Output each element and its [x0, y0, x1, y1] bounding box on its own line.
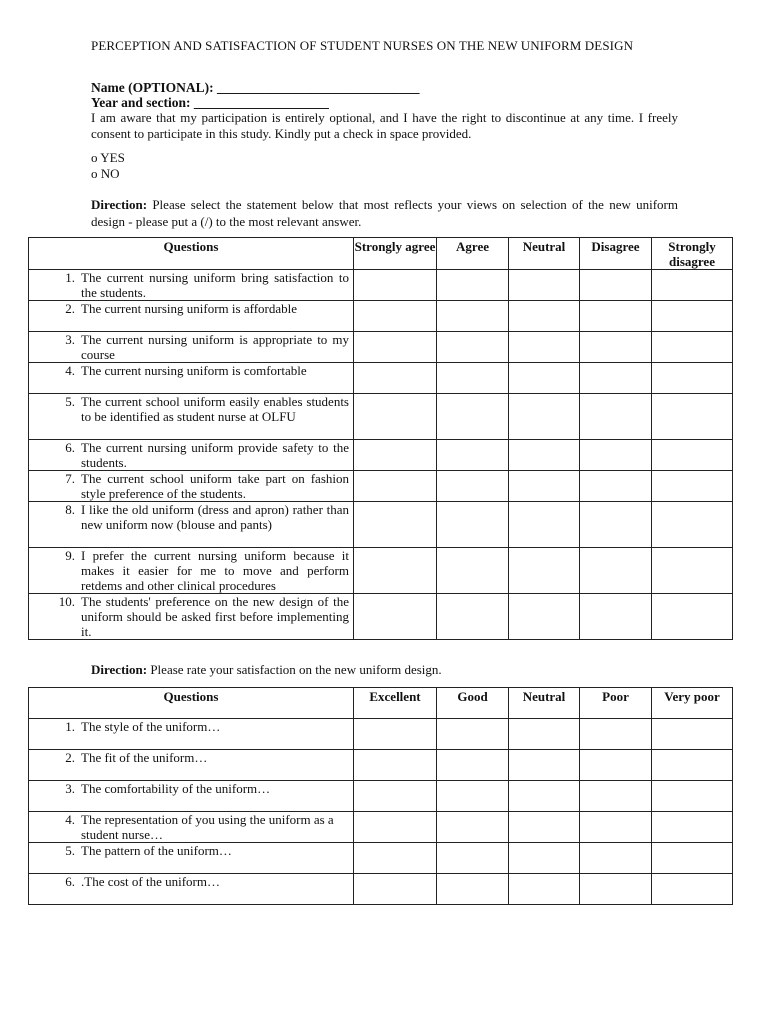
- answer-cell-excellent[interactable]: [354, 843, 437, 874]
- answer-cell-strongly-agree[interactable]: [354, 270, 437, 301]
- answer-cell-excellent[interactable]: [354, 812, 437, 843]
- answer-cell-agree[interactable]: [437, 471, 509, 502]
- header-strongly-disagree: Strongly disagree: [652, 238, 733, 270]
- header-disagree: Disagree: [580, 238, 652, 270]
- answer-cell-good[interactable]: [437, 843, 509, 874]
- answer-cell-very-poor[interactable]: [652, 750, 733, 781]
- answer-cell-neutral[interactable]: [509, 502, 580, 548]
- answer-cell-good[interactable]: [437, 750, 509, 781]
- name-field-line[interactable]: Name (OPTIONAL): ______________________________: [91, 80, 420, 95]
- answer-cell-poor[interactable]: [580, 843, 652, 874]
- question-cell: [29, 332, 354, 363]
- answer-cell-disagree[interactable]: [580, 502, 652, 548]
- table-row: [29, 471, 733, 502]
- header-excellent: Excellent: [354, 688, 437, 719]
- answer-cell-strongly-agree[interactable]: [354, 363, 437, 394]
- header-neutral: Neutral: [509, 238, 580, 270]
- year-section-field-line[interactable]: Year and section: ____________________: [91, 95, 329, 110]
- answer-cell-neutral[interactable]: [509, 270, 580, 301]
- answer-cell-poor[interactable]: [580, 781, 652, 812]
- question-text: The representation of you using the uniform as a student nurse…: [81, 812, 334, 842]
- answer-cell-neutral[interactable]: [509, 719, 580, 750]
- answer-cell-strongly-agree[interactable]: [354, 548, 437, 594]
- answer-cell-excellent[interactable]: [354, 874, 437, 905]
- question-number: 5.: [65, 843, 75, 858]
- answer-cell-strongly-disagree[interactable]: [652, 502, 733, 548]
- question-cell: [29, 843, 354, 874]
- answer-cell-agree[interactable]: [437, 270, 509, 301]
- answer-cell-good[interactable]: [437, 781, 509, 812]
- header-agree: Agree: [437, 238, 509, 270]
- question-number: 5.: [65, 394, 75, 409]
- table-row: [29, 270, 733, 301]
- answer-cell-strongly-agree[interactable]: [354, 471, 437, 502]
- question-text: The current nursing uniform bring satisfaction to the students.: [81, 270, 349, 300]
- header-questions: Questions: [29, 238, 354, 270]
- answer-cell-strongly-agree[interactable]: [354, 394, 437, 440]
- header-very-poor: Very poor: [652, 688, 733, 719]
- question-cell: [29, 874, 354, 905]
- answer-cell-excellent[interactable]: [354, 750, 437, 781]
- direction-2-text: Please rate your satisfaction on the new uniform design.: [147, 662, 442, 677]
- question-text: The current nursing uniform is comfortable: [81, 363, 307, 378]
- question-cell: [29, 502, 354, 548]
- question-cell: [29, 394, 354, 440]
- answer-cell-very-poor[interactable]: [652, 812, 733, 843]
- answer-cell-poor[interactable]: [580, 812, 652, 843]
- answer-cell-agree[interactable]: [437, 502, 509, 548]
- question-cell: [29, 812, 354, 843]
- answer-cell-agree[interactable]: [437, 394, 509, 440]
- question-number: 2.: [65, 750, 75, 765]
- answer-cell-strongly-disagree[interactable]: [652, 548, 733, 594]
- table-row: [29, 548, 733, 594]
- question-text: The current nursing uniform is affordable: [81, 301, 297, 316]
- question-cell: [29, 301, 354, 332]
- question-text: The students' preference on the new design of the uniform should be asked first before implementing it.: [81, 594, 349, 639]
- answer-cell-strongly-disagree[interactable]: [652, 594, 733, 640]
- answer-cell-neutral[interactable]: [509, 440, 580, 471]
- table-row: [29, 874, 733, 905]
- option-no[interactable]: o NO: [91, 166, 120, 181]
- table-row: [29, 440, 733, 471]
- answer-cell-strongly-disagree[interactable]: [652, 301, 733, 332]
- table-row: [29, 843, 733, 874]
- question-text: The current nursing uniform is appropriate to my course: [81, 332, 349, 362]
- question-number: 1.: [65, 719, 75, 734]
- question-number: 8.: [65, 502, 75, 517]
- direction-1-text: Please select the statement below that most reflects your views on selection of the new uniform design - please put a (/) to the most relevant answer.: [91, 197, 678, 229]
- direction-1-label: Direction:: [91, 197, 148, 212]
- table-row: [29, 594, 733, 640]
- answer-cell-strongly-agree[interactable]: [354, 502, 437, 548]
- answer-cell-disagree[interactable]: [580, 363, 652, 394]
- question-number: 3.: [65, 332, 75, 347]
- header-good: Good: [437, 688, 509, 719]
- question-number: 4.: [65, 812, 75, 827]
- answer-cell-poor[interactable]: [580, 874, 652, 905]
- answer-cell-neutral[interactable]: [509, 781, 580, 812]
- answer-cell-neutral[interactable]: [509, 812, 580, 843]
- answer-cell-agree[interactable]: [437, 548, 509, 594]
- answer-cell-strongly-disagree[interactable]: [652, 270, 733, 301]
- answer-cell-good[interactable]: [437, 812, 509, 843]
- question-cell: [29, 548, 354, 594]
- direction-2-label: Direction:: [91, 662, 148, 677]
- table-row: [29, 502, 733, 548]
- answer-cell-agree[interactable]: [437, 440, 509, 471]
- direction-2: [91, 661, 678, 678]
- answer-cell-neutral[interactable]: [509, 843, 580, 874]
- header-strongly-agree: Strongly agree: [354, 238, 437, 270]
- question-number: 6.: [65, 440, 75, 455]
- question-number: 3.: [65, 781, 75, 796]
- table-row: [29, 363, 733, 394]
- table-row: [29, 332, 733, 363]
- question-cell: [29, 270, 354, 301]
- option-yes[interactable]: o YES: [91, 150, 125, 165]
- answer-cell-disagree[interactable]: [580, 394, 652, 440]
- page-title: PERCEPTION AND SATISFACTION OF STUDENT NURSES ON THE NEW UNIFORM DESIGN: [91, 38, 634, 53]
- table-row: [29, 301, 733, 332]
- answer-cell-very-poor[interactable]: [652, 843, 733, 874]
- answer-cell-very-poor[interactable]: [652, 781, 733, 812]
- question-cell: [29, 440, 354, 471]
- question-text: The current nursing uniform provide safety to the students.: [81, 440, 349, 470]
- answer-cell-agree[interactable]: [437, 332, 509, 363]
- answer-cell-neutral[interactable]: [509, 548, 580, 594]
- answer-cell-poor[interactable]: [580, 719, 652, 750]
- question-cell: [29, 471, 354, 502]
- answer-cell-disagree[interactable]: [580, 440, 652, 471]
- question-number: 4.: [65, 363, 75, 378]
- answer-cell-disagree[interactable]: [580, 270, 652, 301]
- answer-cell-neutral[interactable]: [509, 363, 580, 394]
- answer-cell-disagree[interactable]: [580, 471, 652, 502]
- question-text: The current school uniform take part on fashion style preference of the students.: [81, 471, 349, 501]
- question-cell: [29, 719, 354, 750]
- header-questions: Questions: [29, 688, 354, 719]
- answer-cell-very-poor[interactable]: [652, 874, 733, 905]
- answer-cell-neutral[interactable]: [509, 332, 580, 363]
- answer-cell-disagree[interactable]: [580, 301, 652, 332]
- answer-cell-strongly-disagree[interactable]: [652, 440, 733, 471]
- answer-cell-excellent[interactable]: [354, 781, 437, 812]
- question-number: 2.: [65, 301, 75, 316]
- answer-cell-disagree[interactable]: [580, 594, 652, 640]
- question-text: The style of the uniform…: [81, 719, 221, 734]
- table-header-row: [29, 238, 733, 270]
- table-row: [29, 750, 733, 781]
- header-poor: Poor: [580, 688, 652, 719]
- answer-cell-strongly-agree[interactable]: [354, 301, 437, 332]
- question-text: I prefer the current nursing uniform because it makes it easier for me to move and perform retdems and other clinical procedures: [81, 548, 349, 593]
- answer-cell-neutral[interactable]: [509, 594, 580, 640]
- satisfaction-table: [28, 687, 733, 905]
- question-text: The fit of the uniform…: [81, 750, 208, 765]
- header-neutral: Neutral: [509, 688, 580, 719]
- answer-cell-strongly-disagree[interactable]: [652, 332, 733, 363]
- answer-cell-strongly-agree[interactable]: [354, 440, 437, 471]
- question-number: 7.: [65, 471, 75, 486]
- question-number: 9.: [65, 548, 75, 563]
- question-text: The comfortability of the uniform…: [81, 781, 271, 796]
- question-number: 6.: [65, 874, 75, 889]
- answer-cell-agree[interactable]: [437, 363, 509, 394]
- answer-cell-neutral[interactable]: [509, 874, 580, 905]
- question-number: 10.: [58, 594, 75, 609]
- answer-cell-good[interactable]: [437, 719, 509, 750]
- answer-cell-strongly-disagree[interactable]: [652, 471, 733, 502]
- perception-table: [28, 237, 733, 640]
- answer-cell-very-poor[interactable]: [652, 719, 733, 750]
- answer-cell-good[interactable]: [437, 874, 509, 905]
- answer-cell-strongly-agree[interactable]: [354, 332, 437, 363]
- question-text: The pattern of the uniform…: [81, 843, 232, 858]
- table-row: [29, 719, 733, 750]
- table-row: [29, 781, 733, 812]
- question-text: I like the old uniform (dress and apron) rather than new uniform now (blouse and pants): [81, 502, 349, 532]
- question-text: .The cost of the uniform…: [81, 874, 220, 889]
- consent-statement: I am aware that my participation is entirely optional, and I have the right to discontinue at any time. I freely consent to participate in this study. Kindly put a check in space provided.: [91, 110, 678, 141]
- answer-cell-poor[interactable]: [580, 750, 652, 781]
- answer-cell-neutral[interactable]: [509, 750, 580, 781]
- answer-cell-excellent[interactable]: [354, 719, 437, 750]
- table-row: [29, 394, 733, 440]
- answer-cell-disagree[interactable]: [580, 548, 652, 594]
- answer-cell-agree[interactable]: [437, 301, 509, 332]
- answer-cell-strongly-disagree[interactable]: [652, 394, 733, 440]
- direction-1: [91, 196, 678, 230]
- question-cell: [29, 363, 354, 394]
- question-text: The current school uniform easily enables students to be identified as student nurse at OLFU: [81, 394, 349, 424]
- answer-cell-strongly-disagree[interactable]: [652, 363, 733, 394]
- question-cell: [29, 781, 354, 812]
- table-header-row: [29, 688, 733, 719]
- answer-cell-strongly-agree[interactable]: [354, 594, 437, 640]
- question-cell: [29, 594, 354, 640]
- answer-cell-disagree[interactable]: [580, 332, 652, 363]
- answer-cell-neutral[interactable]: [509, 471, 580, 502]
- answer-cell-agree[interactable]: [437, 594, 509, 640]
- answer-cell-neutral[interactable]: [509, 301, 580, 332]
- table-row: [29, 812, 733, 843]
- question-number: 1.: [65, 270, 75, 285]
- question-cell: [29, 750, 354, 781]
- answer-cell-neutral[interactable]: [509, 394, 580, 440]
